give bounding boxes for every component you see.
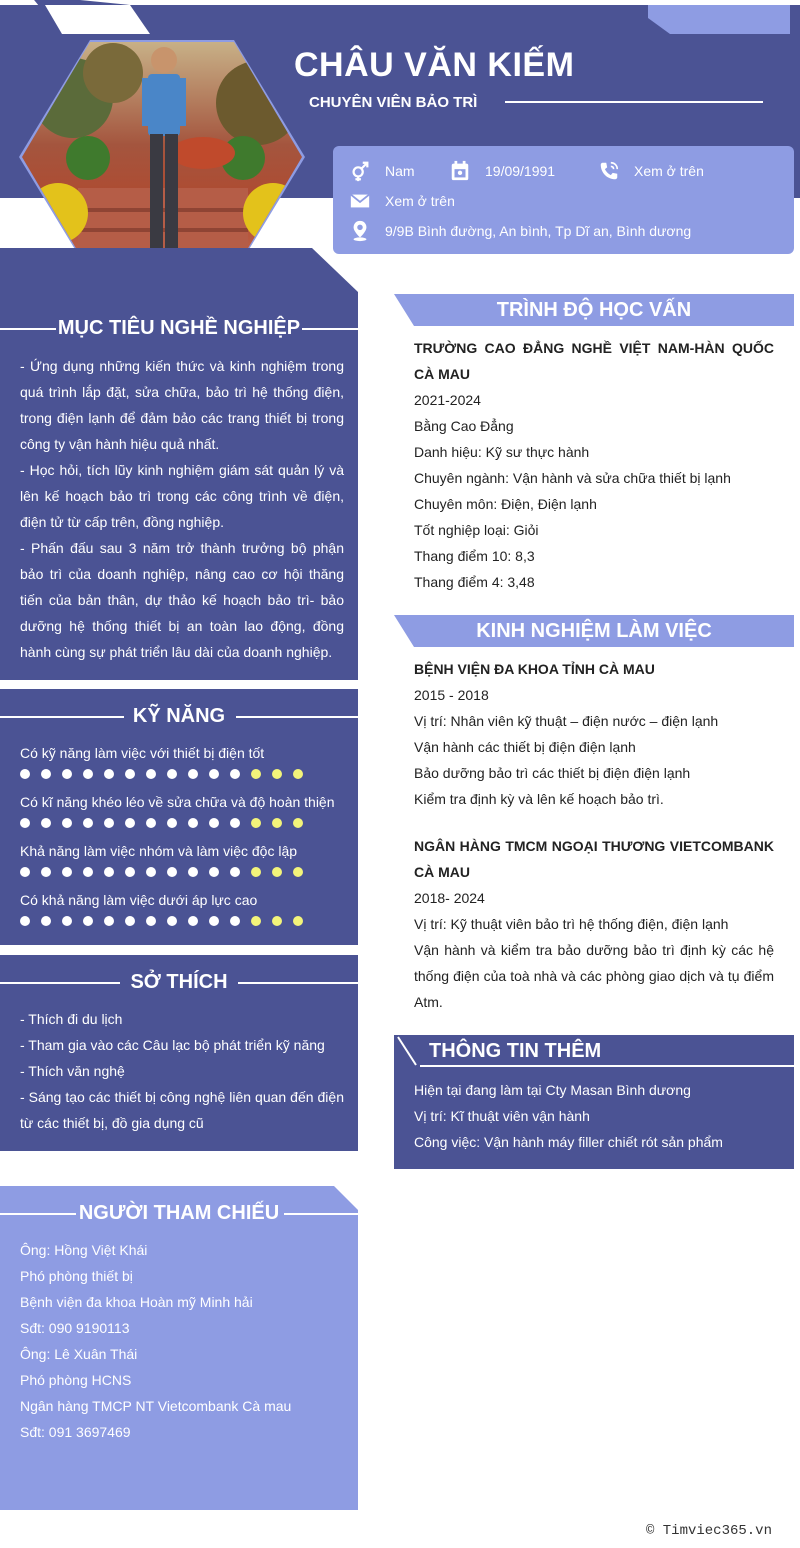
- skill-dot: [83, 867, 93, 877]
- job-title-line: [505, 101, 763, 103]
- envelope-icon: [349, 190, 371, 212]
- skill-dot: [104, 867, 114, 877]
- skill-dot: [251, 916, 261, 926]
- hobby-item: - Sáng tạo các thiết bị công nghệ liên quan đến điện từ các thiết bị, đồ gia dụng cũ: [20, 1089, 344, 1131]
- skill-dot: [20, 769, 30, 779]
- skill-dot: [209, 818, 219, 828]
- additional-title-underline: [420, 1065, 794, 1067]
- address-value: 9/9B Bình đường, An bình, Tp Dĩ an, Bình dương: [385, 223, 692, 239]
- skill-dot: [251, 818, 261, 828]
- education-line: Thang điểm 10: 8,3: [414, 548, 535, 564]
- job-title: CHUYÊN VIÊN BẢO TRÌ: [309, 94, 478, 111]
- skill-dot: [83, 916, 93, 926]
- skill-item: [20, 794, 350, 828]
- skill-dot: [41, 916, 51, 926]
- education-line: Chuyên ngành: Vận hành và sửa chữa thiết bị lạnh: [414, 470, 731, 486]
- skill-item: [20, 843, 350, 877]
- skill-dot: [146, 867, 156, 877]
- additional-text: [414, 1077, 774, 1155]
- education-line: Thang điểm 4: 3,48: [414, 574, 535, 590]
- reference-line: Ông: Lê Xuân Thái: [20, 1346, 138, 1362]
- skill-dot: [146, 818, 156, 828]
- education-line: Danh hiệu: Kỹ sư thực hành: [414, 444, 590, 460]
- job-period: 2018- 2024: [414, 890, 485, 906]
- skill-dot: [167, 769, 177, 779]
- candidate-name: CHÂU VĂN KIẾM: [294, 46, 575, 84]
- skill-dot: [209, 916, 219, 926]
- objective-item: - Học hỏi, tích lũy kinh nghiệm giám sát quản lý và lên kế hoạch bảo trì trong các công trình về điện, điện tử từ cấp trên, đồng nghiệp.: [20, 462, 344, 530]
- skill-dot: [41, 867, 51, 877]
- gender-icon: [349, 160, 371, 182]
- gender-item: [349, 160, 415, 182]
- job-line: Vận hành và kiểm tra bảo dưỡng bảo trì định kỳ các hệ thống điện của toà nhà và các phòng giao dịch và tụ điểm Atm.: [414, 942, 774, 1010]
- skill-dot: [62, 867, 72, 877]
- skill-dot: [293, 769, 303, 779]
- skill-dot: [293, 867, 303, 877]
- objective-item: - Ứng dụng những kiến thức và kinh nghiệm trong quá trình lắp đặt, sửa chữa, bảo trì hệ thống điện, trong điện lạnh để đảm bảo các trang thiết bị trong công ty vận hành hiệu quả nhất.: [20, 358, 344, 452]
- hobby-item: - Tham gia vào các Câu lạc bộ phát triển kỹ năng: [20, 1037, 325, 1053]
- skill-dot: [83, 818, 93, 828]
- job-company: NGÂN HÀNG TMCM NGOẠI THƯƠNG VIETCOMBANK CÀ MAU: [414, 838, 774, 880]
- copyright-footer: © Timviec365.vn: [645, 1523, 772, 1539]
- education-school: TRƯỜNG CAO ĐẲNG NGHỀ VIỆT NAM-HÀN QUỐC CÀ MAU: [414, 340, 774, 382]
- skill-rating: [20, 916, 350, 926]
- reference-line: Sđt: 091 3697469: [20, 1424, 131, 1440]
- skill-dot: [125, 818, 135, 828]
- contact-info-box: [333, 146, 794, 254]
- skill-dot: [251, 867, 261, 877]
- skill-dot: [167, 818, 177, 828]
- job-line: Kiểm tra định kỳ và lên kế hoạch bảo trì.: [414, 791, 664, 807]
- skill-rating: [20, 769, 350, 779]
- skill-dot: [167, 916, 177, 926]
- education-line: Chuyên môn: Điện, Điện lạnh: [414, 496, 597, 512]
- job-line: Vị trí: Kỹ thuật viên bảo trì hệ thống điện, điện lạnh: [414, 916, 729, 932]
- reference-line: Bệnh viện đa khoa Hoàn mỹ Minh hải: [20, 1294, 253, 1310]
- skill-label: Có kĩ năng khéo léo về sửa chữa và độ hoàn thiện: [20, 794, 335, 810]
- skill-dot: [230, 818, 240, 828]
- references-title: [0, 1202, 358, 1225]
- skill-dot: [125, 916, 135, 926]
- email-value: Xem ở trên: [385, 193, 455, 209]
- job-company: BỆNH VIỆN ĐA KHOA TỈNH CÀ MAU: [414, 661, 655, 677]
- reference-line: Ông: Hồng Việt Khái: [20, 1242, 148, 1258]
- references-text: [20, 1237, 344, 1445]
- skill-dot: [272, 818, 282, 828]
- reference-line: Sđt: 090 9190113: [20, 1320, 130, 1336]
- skill-dot: [20, 867, 30, 877]
- phone-icon: [598, 160, 620, 182]
- birthday-item: [449, 160, 555, 182]
- panel-title-text: MỤC TIÊU NGHỀ NGHIỆP: [57, 317, 301, 339]
- hobby-item: - Thích đi du lịch: [20, 1011, 123, 1027]
- job-line: Vị trí: Nhân viên kỹ thuật – điện nước – điện lạnh: [414, 713, 719, 729]
- email-item: [349, 190, 455, 212]
- objective-title: [0, 317, 358, 340]
- phone-item: [598, 160, 704, 182]
- skill-dot: [62, 916, 72, 926]
- experience-title: KINH NGHIỆM LÀM VIỆC: [476, 619, 712, 642]
- job-line: Vận hành các thiết bị điện điện lạnh: [414, 739, 636, 755]
- address-item: [349, 220, 691, 242]
- objective-item: - Phấn đấu sau 3 năm trở thành trưởng bộ phận bảo trì của doanh nghiệp, nâng cao cơ hội thăng tiến của bản thân, dự thảo kế hoạch bảo trì- bảo dưỡng hệ thống thiết bị an toàn lao động, đồng hành cùng sự phát triển lâu dài của doanh nghiệp.: [20, 540, 344, 660]
- additional-title-slash: [394, 1035, 424, 1067]
- skills-title: [0, 705, 358, 728]
- calendar-icon: [449, 160, 471, 182]
- panel-title-text: KỸ NĂNG: [132, 705, 226, 727]
- skill-dot: [272, 916, 282, 926]
- skill-dot: [20, 818, 30, 828]
- skill-item: [20, 745, 350, 779]
- panel-title-text: NGƯỜI THAM CHIẾU: [78, 1202, 280, 1224]
- reference-line: Phó phòng HCNS: [20, 1372, 132, 1388]
- skill-dot: [146, 769, 156, 779]
- hobby-item: - Thích văn nghệ: [20, 1063, 125, 1079]
- skill-dot: [251, 769, 261, 779]
- skill-dot: [146, 916, 156, 926]
- skill-dot: [20, 916, 30, 926]
- job-period: 2015 - 2018: [414, 687, 489, 703]
- objective-text: [20, 353, 344, 665]
- education-block: [414, 335, 774, 595]
- skill-dot: [230, 867, 240, 877]
- skill-dot: [62, 769, 72, 779]
- location-pin-icon: [349, 220, 371, 242]
- phone-value: Xem ở trên: [634, 163, 704, 179]
- skill-item: [20, 892, 350, 926]
- skill-dot: [125, 769, 135, 779]
- panel-title-text: SỞ THÍCH: [130, 971, 228, 993]
- education-line: Tốt nghiệp loại: Giỏi: [414, 522, 539, 538]
- skill-dot: [125, 867, 135, 877]
- education-line: Bằng Cao Đẳng: [414, 418, 514, 434]
- skill-rating: [20, 867, 350, 877]
- skill-dot: [104, 916, 114, 926]
- additional-title: THÔNG TIN THÊM: [429, 1040, 602, 1062]
- reference-line: Ngân hàng TMCP NT Vietcombank Cà mau: [20, 1398, 292, 1414]
- skill-dot: [41, 769, 51, 779]
- skill-dot: [209, 769, 219, 779]
- skill-dot: [293, 818, 303, 828]
- skill-dot: [104, 769, 114, 779]
- additional-line: Vị trí: Kĩ thuật viên vận hành: [414, 1108, 590, 1124]
- skill-rating: [20, 818, 350, 828]
- skill-label: Có khả năng làm việc dưới áp lực cao: [20, 892, 258, 908]
- skill-dot: [188, 867, 198, 877]
- skill-dot: [272, 867, 282, 877]
- hobbies-text: [20, 1006, 344, 1136]
- skill-dot: [230, 769, 240, 779]
- skill-dot: [230, 916, 240, 926]
- skill-dot: [188, 769, 198, 779]
- gender-value: Nam: [385, 163, 415, 179]
- additional-line: Công việc: Vận hành máy filler chiết rót sản phẩm: [414, 1134, 723, 1150]
- additional-line: Hiện tại đang làm tại Cty Masan Bình dương: [414, 1082, 691, 1098]
- education-title: TRÌNH ĐỘ HỌC VẤN: [496, 298, 692, 321]
- header-notch: [0, 0, 160, 36]
- hobbies-title: [0, 971, 358, 994]
- profile-photo: [18, 38, 306, 276]
- skill-dot: [83, 769, 93, 779]
- experience-job-1: [414, 656, 774, 812]
- skill-dot: [62, 818, 72, 828]
- skill-dot: [41, 818, 51, 828]
- skill-dot: [272, 769, 282, 779]
- education-line: 2021-2024: [414, 392, 481, 408]
- skill-label: Khả năng làm việc nhóm và làm việc độc lập: [20, 843, 298, 859]
- skill-dot: [293, 916, 303, 926]
- skill-dot: [104, 818, 114, 828]
- birthday-value: 19/09/1991: [485, 163, 556, 179]
- skill-label: Có kỹ năng làm việc với thiết bị điện tốt: [20, 745, 265, 761]
- reference-line: Phó phòng thiết bị: [20, 1268, 133, 1284]
- job-line: Bảo dưỡng bảo trì các thiết bị điện điện lạnh: [414, 765, 691, 781]
- skill-dot: [188, 916, 198, 926]
- skill-dot: [209, 867, 219, 877]
- skill-dot: [167, 867, 177, 877]
- skill-dot: [188, 818, 198, 828]
- experience-job-2: [414, 833, 774, 1015]
